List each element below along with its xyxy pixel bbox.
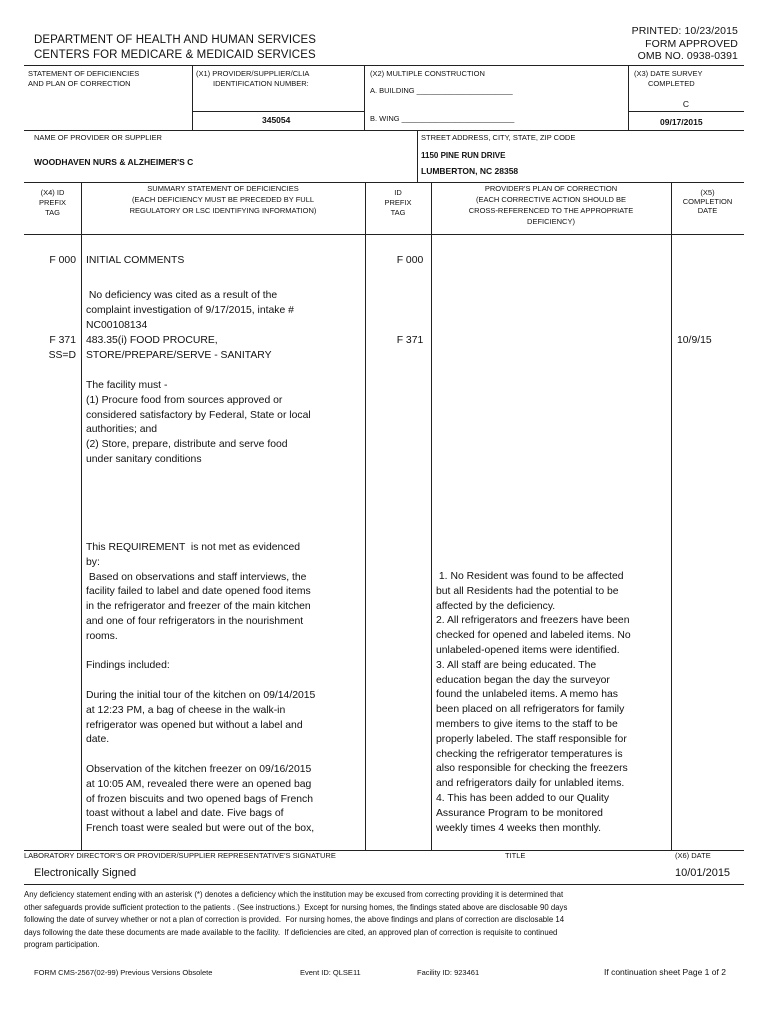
department-title: DEPARTMENT OF HEALTH AND HUMAN SERVICES: [34, 34, 317, 46]
street-address: 1150 PINE RUN DRIVE: [421, 151, 506, 160]
rule: [192, 65, 193, 130]
plan-header: PROVIDER'S PLAN OF CORRECTION: [484, 184, 618, 193]
rule: [431, 182, 432, 850]
rule: [24, 130, 744, 131]
x4-header: PREFIX: [38, 198, 67, 207]
x3-label: COMPLETED: [648, 79, 695, 88]
rule: [24, 65, 744, 66]
requirement-text: The facility must - (1) Procure food from sources approved or considered satisfactory by Federal, State or local authorities; and (2) Store, prepare, distribute and serve food under sanitary conditions: [86, 380, 311, 465]
page-indicator: If continuation sheet Page 1 of 2: [604, 967, 726, 977]
statement-label: AND PLAN OF CORRECTION: [28, 79, 131, 88]
id-header: TAG: [390, 208, 406, 217]
title-label: TITLE: [505, 851, 526, 860]
provider-id: 345054: [262, 115, 291, 125]
rule: [364, 65, 365, 130]
f000-text: No deficiency was cited as a result of the complaint investigation of 9/17/2015, intake # NC00108134: [86, 290, 294, 331]
rule: [81, 182, 82, 850]
provider-name: WOODHAVEN NURS & ALZHEIMER'S C: [34, 157, 194, 167]
id-header: ID: [394, 188, 402, 197]
signature-value: Electronically Signed: [34, 867, 137, 879]
summary-header: (EACH DEFICIENCY MUST BE PRECEDED BY FULL: [131, 195, 315, 204]
rule: [365, 182, 366, 850]
signature-label: LABORATORY DIRECTOR'S OR PROVIDER/SUPPLIER REPRESENTATIVE'S SIGNATURE: [24, 851, 336, 860]
statement-label: STATEMENT OF DEFICIENCIES: [28, 69, 140, 78]
signature-date: 10/01/2015: [675, 867, 731, 879]
plan-header: CROSS-REFERENCED TO THE APPROPRIATE: [468, 206, 634, 215]
survey-date: 09/17/2015: [660, 117, 703, 127]
wing-line: B. WING ___________________________: [370, 114, 515, 123]
x4-header: TAG: [45, 208, 60, 217]
printed-date: PRINTED: 10/23/2015: [631, 25, 738, 37]
provider-name-label: NAME OF PROVIDER OR SUPPLIER: [34, 133, 162, 142]
x2-label: (X2) MULTIPLE CONSTRUCTION: [370, 69, 485, 78]
x1-label: (X1) PROVIDER/SUPPLIER/CLIA: [196, 69, 310, 78]
rule: [192, 111, 364, 112]
rule: [671, 182, 672, 850]
rule: [24, 884, 744, 885]
omb-number: OMB NO. 0938-0391: [637, 50, 738, 62]
id-header: PREFIX: [384, 198, 412, 207]
f000-title: INITIAL COMMENTS: [86, 255, 185, 266]
agency-title: CENTERS FOR MEDICARE & MEDICAID SERVICES: [34, 49, 316, 61]
rule: [628, 65, 629, 130]
rule: [24, 234, 744, 235]
city-state-zip: LUMBERTON, NC 28358: [421, 166, 519, 176]
f000-tag-right: F 000: [396, 255, 424, 266]
facility-id: Facility ID: 923461: [417, 968, 480, 977]
plan-of-correction-text: 1. No Resident was found to be affected but all Residents had the potential to be affected by the deficiency. 2. All refrigerators and freezers have been checked for opened and labeled items. No unlabeled-opened items were identified. 3. All staff are being educated. The education began the day the surveyor found the unlabeled items. A memo has been placed on all refrigerators for family members to give items to the staff to be properly labeled. The staff responsible for checking the refrigerator temperatures is also responsible for checking the freezers and refrigerators daily for unlabled items. 4. This has been added to our Quality Assurance Program to be monitored weekly times 4 weeks then monthly.: [436, 571, 631, 834]
date-label: (X6) DATE: [675, 851, 711, 860]
x1-label: IDENTIFICATION NUMBER:: [213, 79, 309, 88]
completion-date: 10/9/15: [677, 335, 712, 346]
address-label: STREET ADDRESS, CITY, STATE, ZIP CODE: [421, 133, 576, 142]
x5-header: (X5): [700, 188, 715, 197]
building-line: A. BUILDING _______________________: [370, 86, 513, 95]
rule: [417, 130, 418, 182]
f371-tag-right: F 371: [396, 335, 424, 346]
survey-code: C: [682, 99, 690, 109]
findings-text: This REQUIREMENT is not met as evidenced by: Based on observations and staff interviews, the facility failed to label and date opened food items in the refrigerator and freezer of the main kitchen and one of four refrigerators in the nourishment rooms. Findings included: During the initial tour of the kitchen on 09/14/2015 at 12:23 PM, a bag of cheese in the walk-in refrigerator was opened but without a label and date. Observation of the kitchen freezer on 09/16/2015 at 10:05 AM, revealed there were an opened bag of frozen biscuits and two opened bags of French toast without a label and date. Five bags of French toast were sealed but were out of the box,: [86, 542, 316, 835]
f371-tag: F 371: [49, 335, 76, 346]
event-id: Event ID: QLSE11: [300, 968, 361, 977]
x5-header: COMPLETION: [682, 197, 733, 206]
disclaimer: Any deficiency statement ending with an asterisk (*) denotes a deficiency which the institution may be excused from correcting providing it is determined that other safeguards provide sufficient protection to the patients . (See instructions.) Except for nursing homes, the findings stated above are disclosable 90 days following the date of survey whether or not a plan of correction is provided. For nursing homes, the above findings and plans of correction are disclosable 14 days following the date these documents are made available to the facility. If deficiencies are cited, an approved plan of correction is requisite to continued program participation.: [24, 890, 568, 950]
plan-header: DEFICIENCY): [527, 217, 575, 226]
f371-title: 483.35(i) FOOD PROCURE, STORE/PREPARE/SERVE - SANITARY: [86, 335, 272, 361]
form-approved: FORM APPROVED: [645, 38, 738, 50]
summary-header: REGULATORY OR LSC IDENTIFYING INFORMATION): [129, 206, 317, 215]
plan-header: (EACH CORRECTIVE ACTION SHOULD BE: [475, 195, 627, 204]
rule: [24, 182, 744, 183]
f000-tag: F 000: [49, 255, 76, 266]
summary-header: SUMMARY STATEMENT OF DEFICIENCIES: [147, 184, 299, 193]
f371-severity: SS=D: [48, 350, 76, 361]
form-number: FORM CMS-2567(02-99) Previous Versions Obsolete: [34, 968, 213, 977]
rule: [628, 111, 744, 112]
x3-label: (X3) DATE SURVEY: [634, 69, 703, 78]
x4-header: (X4) ID: [40, 188, 65, 197]
x5-header: DATE: [697, 206, 718, 215]
